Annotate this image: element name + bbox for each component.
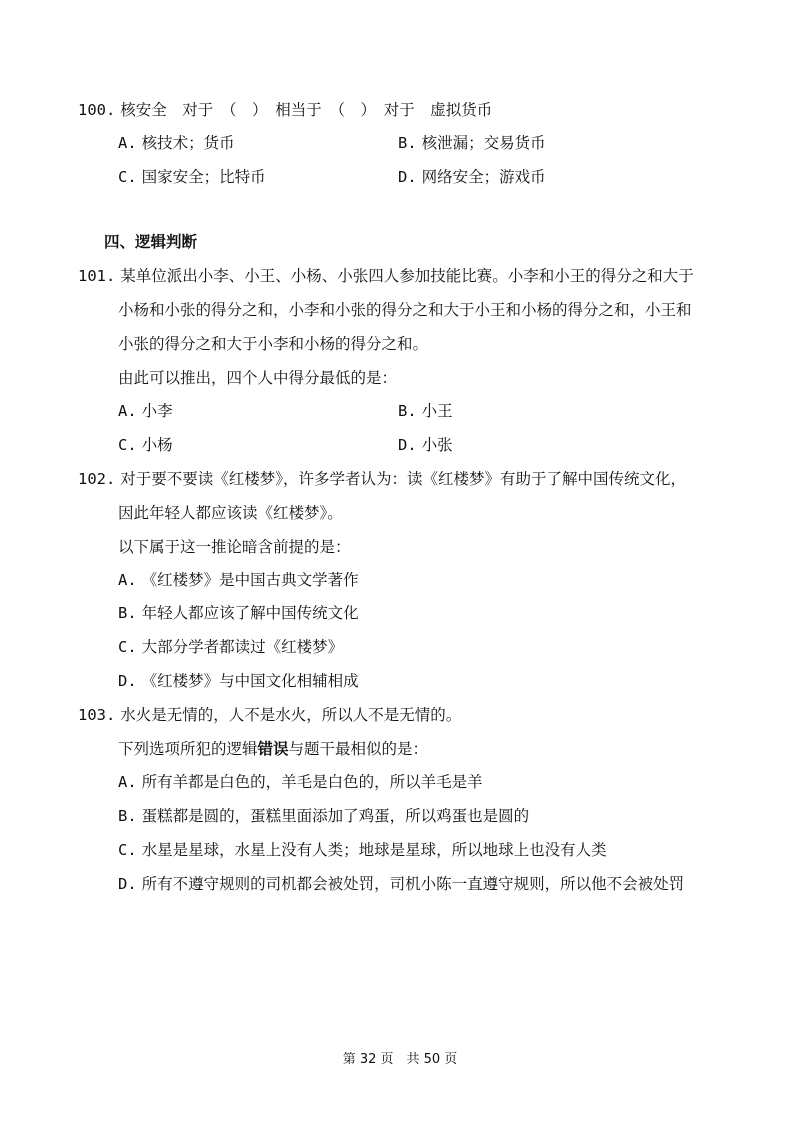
question-102-line-1: 102. 对于要不要读《红楼梦》，许多学者认为：读《红楼梦》有助于了解中国传统文化，	[78, 470, 687, 488]
option-c: C. 国家安全；比特币	[118, 168, 266, 186]
option-b: B. 年轻人都应该了解中国传统文化	[118, 604, 359, 622]
option-b: B. 蛋糕都是圆的，蛋糕里面添加了鸡蛋，所以鸡蛋也是圆的	[118, 807, 530, 825]
question-text: 核安全 对于 （ ） 相当于 （ ） 对于 虚拟货币	[120, 101, 493, 119]
option-d: D. 《红楼梦》与中国文化相辅相成	[118, 672, 359, 690]
option-b: B. 小王	[398, 402, 453, 420]
question-number: 101.	[78, 267, 116, 285]
option-a: A. 小李	[118, 402, 173, 420]
question-number: 100.	[78, 101, 116, 119]
question-101-prompt: 由此可以推出，四个人中得分最低的是：	[118, 369, 398, 387]
page-footer: 第 32 页 共 50 页	[342, 1052, 458, 1067]
option-b: B. 核泄漏；交易货币	[398, 134, 546, 152]
option-a: A. 所有羊都是白色的，羊毛是白色的，所以羊毛是羊	[118, 773, 483, 791]
question-103-prompt: 下列选项所犯的逻辑错误与题干最相似的是：	[118, 740, 429, 758]
option-d: D. 小张	[398, 436, 453, 454]
question-103-line-1: 103. 水火是无情的，人不是水火，所以人不是无情的。	[78, 706, 462, 724]
question-100-stem	[78, 100, 492, 120]
option-d: D. 所有不遵守规则的司机都会被处罚，司机小陈一直遵守规则，所以他不会被处罚	[118, 875, 685, 893]
option-c: C. 小杨	[118, 436, 173, 454]
section-heading: 四、逻辑判断	[104, 233, 198, 251]
option-c: C. 大部分学者都读过《红楼梦》	[118, 638, 344, 656]
option-c: C. 水星是星球，水星上没有人类；地球是星球，所以地球上也没有人类	[118, 841, 607, 859]
question-number: 102.	[78, 470, 116, 488]
emphasis-text: 错误	[257, 740, 289, 758]
question-102-line-2: 因此年轻人都应该读《红楼梦》。	[118, 504, 343, 522]
question-number: 103.	[78, 706, 116, 724]
question-101-line-2: 小杨和小张的得分之和，小李和小张的得分之和大于小王和小杨的得分之和，小王和	[118, 301, 692, 319]
option-a: A. 核技术；货币	[118, 134, 235, 152]
question-101-line-3: 小张的得分之和大于小李和小杨的得分之和。	[118, 335, 429, 353]
question-102-prompt: 以下属于这一推论暗含前提的是：	[118, 538, 351, 556]
option-d: D. 网络安全；游戏币	[398, 168, 546, 186]
option-a: A. 《红楼梦》是中国古典文学著作	[118, 571, 359, 589]
question-101-line-1: 101. 某单位派出小李、小王、小杨、小张四人参加技能比赛。小李和小王的得分之和大于	[78, 267, 694, 285]
